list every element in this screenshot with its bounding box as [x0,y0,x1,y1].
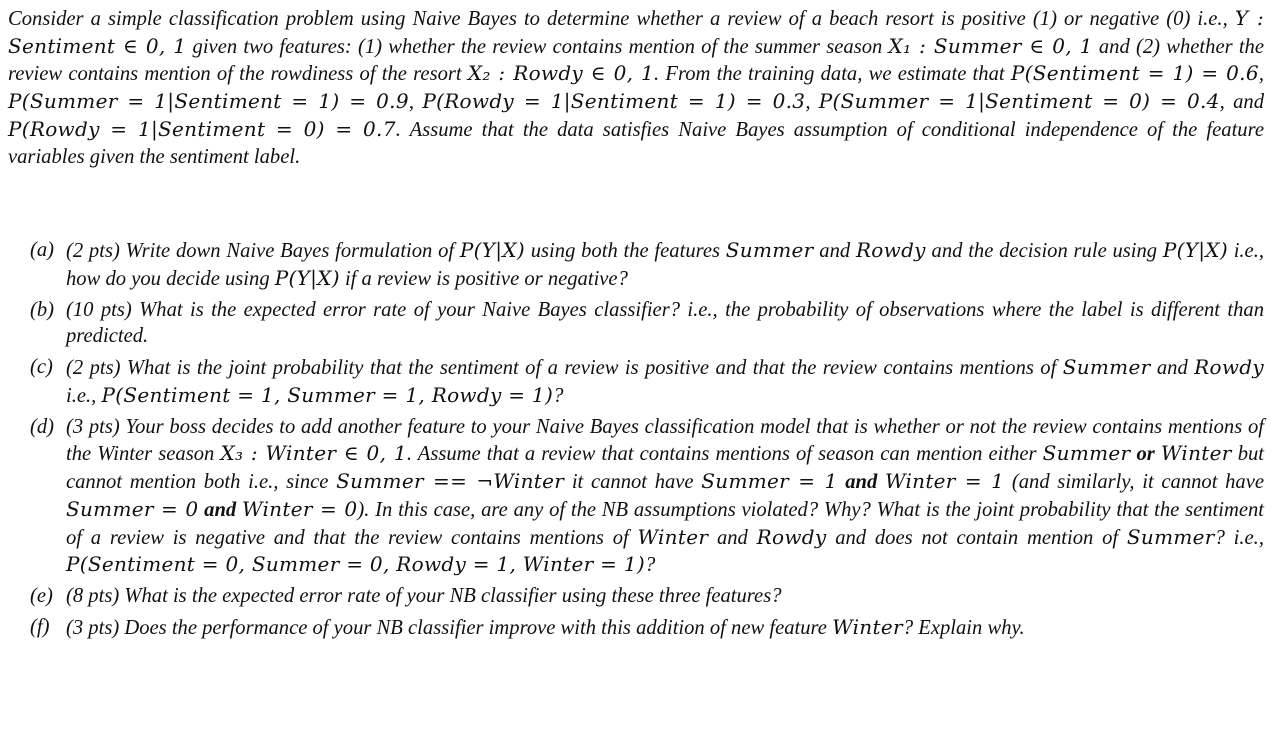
intro-text: and (2) whether the review contains mention of the rowdiness of the resort [8,35,1264,86]
math-y-definition: Y : Sentiment ∈ 0, 1 [8,6,1264,58]
math-likelihood: P(Summer = 1|Sentiment = 0) = 0.4 [818,89,1220,114]
math-x1-definition: X₁ : Summer ∈ 0, 1 [888,33,1093,58]
problem-intro: Consider a simple classification problem using Naive Bayes to determine whether a review of a beach resort is positive (1) or negative (0) i.e., Y : Sentiment ∈ 0, 1 given two features: (1) whether the review contains mention of the summer season X₁ : Summer ∈ 0, 1 and (2) whether the review contains mention of the rowdiness of the resort X₂ : Rowdy ∈ 0, 1. From the training data, we estimate that P(Sentiment = 1) = 0.6, P(Summer = 1|Sentiment = 1) = 0.9, P(Rowdy = 1|Sentiment = 1) = 0.3, P(Summer = 1|Sentiment = 0) = 0.4, and P(Rowdy = 1|Sentiment = 0) = 0.7. Assume that the data satisfies Naive Bayes assumption of conditional independence of the feature variables given the sentiment label. [8,6,1265,168]
item-label: (c) [30,356,53,379]
question-item-d: (d) (3 pts) Your boss decides to add another feature to your Naive Bayes classification model that is whether or not the review contains mentions of the Winter season X₃ : Winter ∈ 0, 1. Assume that a review that contains mentions of season can mention either Summer or Winter but cannot mention both i.e., since Summer == ¬Winter it cannot have Summer = 1 and Winter = 1 (and similarly, it cannot have Summer = 0 and Winter = 0). In this case, are any of the NB assumptions violated? Why? What is the joint probability that the sentiment of a review is negative and that the review contains mentions of Winter and Rowdy and does not contain mention of Summer? i.e., P(Sentiment = 0, Summer = 0, Rowdy = 1, Winter = 1)? [30,415,1265,577]
intro-text: . Assume that the data satisfies Naive Bayes assumption of conditional independence of the feature variables given the sentiment label. [8,118,1264,168]
emphasis-and: and [204,498,237,521]
math-likelihood: P(Rowdy = 1|Sentiment = 0) = 0.7 [8,116,396,141]
question-list [0,237,1281,642]
intro-text: . From the training data, we estimate that [654,63,1011,86]
question-item-b: (b) (10 pts) What is the expected error rate of your Naive Bayes classifier? i.e., the probability of observations where the label is different than predicted. [30,298,1264,348]
item-label: (e) [30,585,53,608]
math-likelihood: P(Rowdy = 1|Sentiment = 1) = 0.3 [422,89,806,114]
question-item-f: (f) (3 pts) Does the performance of your NB classifier improve with this addition of new feature Winter? Explain why. [30,615,1025,640]
math-x2-definition: X₂ : Rowdy ∈ 0, 1 [467,61,655,86]
question-item-e: (e) (8 pts) What is the expected error rate of your NB classifier using these three features? [0,583,1281,610]
item-label: (d) [30,415,55,438]
item-label: (b) [30,298,55,321]
math-likelihood: P(Summer = 1|Sentiment = 1) = 0.9 [8,89,409,114]
item-label: (a) [30,239,55,261]
question-item-a: (a) (2 pts) Write down Naive Bayes formulation of P(Y|X) using both the features Summer and Rowdy and the decision rule using P(Y|X) i.e., how do you decide using P(Y|X) if a review is positive or negative? [30,238,1264,290]
intro-text: Consider a simple classification problem using Naive Bayes to determine whether a review of a beach resort is positive (1) or negative (0) i.e., [8,8,1235,30]
item-label: (f) [30,616,50,639]
emphasis-or: or [1136,443,1155,466]
intro-text: given two features: (1) whether the review contains mention of the summer season [186,35,889,58]
emphasis-and: and [845,471,878,494]
question-item-c: (c) (2 pts) What is the joint probability that the sentiment of a review is positive and that the review contains mentions of Summer and Rowdy i.e., P(Sentiment = 1, Summer = 1, Rowdy = 1)? [30,355,1264,407]
math-prior: P(Sentiment = 1) = 0.6 [1010,61,1259,86]
